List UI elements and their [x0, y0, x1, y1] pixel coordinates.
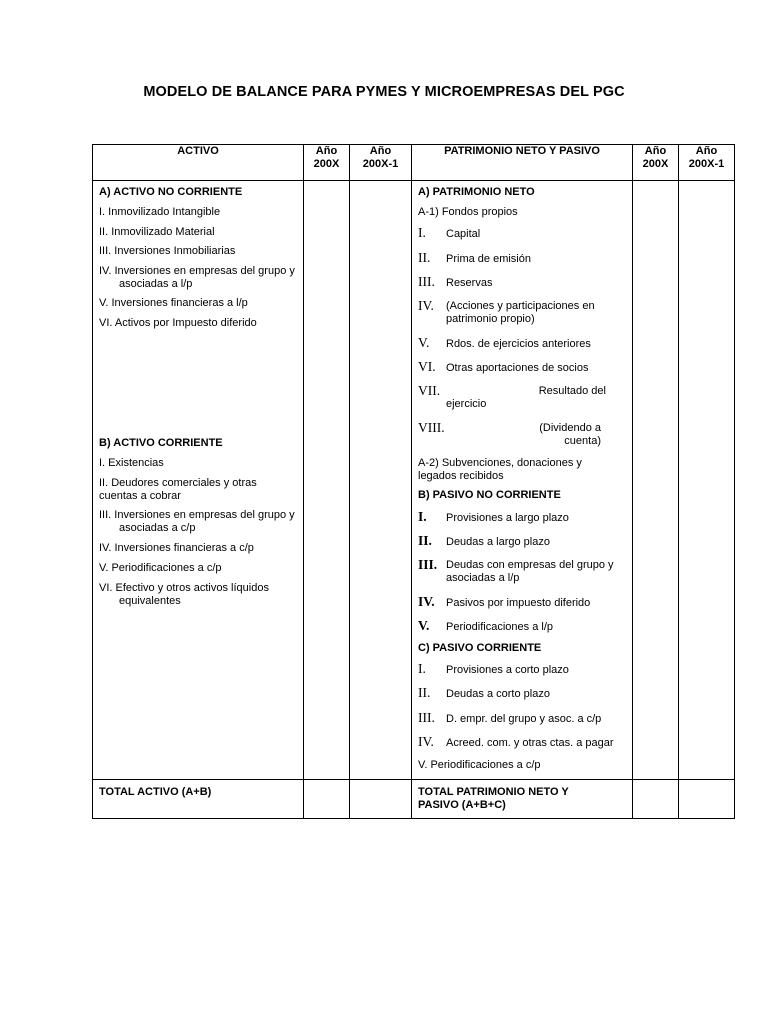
activo-b-item: II. Deudores comerciales y otras cuentas a cobrar [99, 477, 257, 502]
pasivo-c-title: C) PASIVO CORRIENTE [418, 642, 542, 654]
total-pasivo-year2 [679, 780, 735, 819]
header-year-2: Año 200X-1 [350, 145, 412, 181]
activo-b-title: B) ACTIVO CORRIENTE [99, 437, 223, 449]
pnc-item: III. Deudas con empresas del grupo y asociadas a l/p [418, 557, 614, 584]
header-row [93, 145, 735, 181]
pc-item: IV. Acreed. com. y otras ctas. a pagar [418, 734, 614, 749]
fondos-propios-label: A-1) Fondos propios [418, 206, 518, 218]
totals-row [93, 780, 735, 819]
activo-a-item: IV. Inversiones en empresas del grupo y asociadas a l/p [99, 265, 295, 290]
pasivo-cell [412, 181, 633, 780]
pc-item: I. Provisiones a corto plazo [418, 661, 569, 676]
activo-year2-cell [350, 181, 412, 780]
fp-item: VIII. (Dividendo a cuenta) [418, 420, 601, 447]
header-year-4: Año 200X-1 [679, 145, 735, 181]
activo-a-item: VI. Activos por Impuesto diferido [99, 317, 257, 329]
activo-b-item: III. Inversiones en empresas del grupo y asociadas a c/p [99, 509, 295, 534]
fp-item: VI. Otras aportaciones de socios [418, 359, 589, 374]
pasivo-b-title: B) PASIVO NO CORRIENTE [418, 489, 561, 501]
pnc-item: V. Periodificaciones a l/p [418, 618, 554, 633]
pasivo-a-title: A) PATRIMONIO NETO [418, 186, 535, 198]
pc-item: II. Deudas a corto plazo [418, 685, 550, 700]
total-activo-year1 [304, 780, 350, 819]
fp-item: II. Prima de emisión [418, 250, 531, 265]
activo-a-item: I. Inmovilizado Intangible [99, 206, 221, 218]
header-year-1: Año 200X [304, 145, 350, 181]
document-title: MODELO DE BALANCE PARA PYMES Y MICROEMPRESAS DEL PGC [143, 84, 625, 100]
fp-item: I. Capital [418, 225, 481, 240]
header-pasivo: PATRIMONIO NETO Y PASIVO [412, 145, 633, 181]
subvenciones-item: A-2) Subvenciones, donaciones y legados recibidos [418, 457, 582, 482]
activo-a-item: V. Inversiones financieras a l/p [99, 297, 248, 309]
activo-a-title: A) ACTIVO NO CORRIENTE [99, 186, 243, 198]
fp-item: IV. (Acciones y participaciones en patrimonio propio) [418, 298, 595, 325]
header-activo: ACTIVO [93, 145, 304, 181]
pc-item: V. Periodificaciones a c/p [418, 759, 541, 771]
fp-item: III. Reservas [418, 274, 493, 289]
pnc-item: II. Deudas a largo plazo [418, 533, 550, 548]
pnc-item: I. Provisiones a largo plazo [418, 509, 569, 524]
pnc-item: IV. Pasivos por impuesto diferido [418, 594, 591, 609]
body-row [93, 181, 735, 780]
fp-item: V. Rdos. de ejercicios anteriores [418, 335, 591, 350]
fp-item: VII. Resultado del ejercicio [418, 383, 606, 410]
activo-b-item: VI. Efectivo y otros activos líquidos equivalentes [99, 582, 269, 607]
activo-year1-cell [304, 181, 350, 780]
activo-b-item: V. Periodificaciones a c/p [99, 562, 222, 574]
total-pasivo-year1 [633, 780, 679, 819]
pc-item: III. D. empr. del grupo y asoc. a c/p [418, 710, 602, 725]
header-year-3: Año 200X [633, 145, 679, 181]
total-activo-year2 [350, 780, 412, 819]
activo-b-item: IV. Inversiones financieras a c/p [99, 542, 254, 554]
activo-b-item: I. Existencias [99, 457, 164, 469]
pasivo-year1-cell [633, 181, 679, 780]
activo-cell [93, 181, 304, 780]
balance-table [92, 144, 735, 819]
activo-a-item: II. Inmovilizado Material [99, 226, 215, 238]
pasivo-year2-cell [679, 181, 735, 780]
total-activo-cell [93, 780, 304, 819]
total-pasivo-label: TOTAL PATRIMONIO NETO Y PASIVO (A+B+C) [418, 786, 569, 811]
total-pasivo-cell [412, 780, 633, 819]
total-activo-label: TOTAL ACTIVO (A+B) [99, 786, 212, 798]
activo-a-item: III. Inversiones Inmobiliarias [99, 245, 236, 257]
